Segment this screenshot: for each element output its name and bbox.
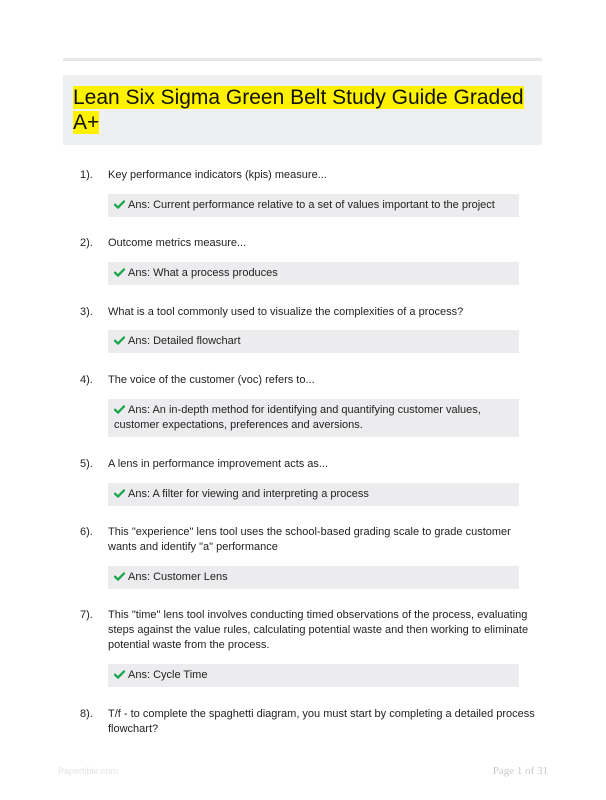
- check-icon: [114, 572, 125, 581]
- question-number: 7).: [80, 609, 93, 621]
- answer-text: Ans: Current performance relative to a set of values important to the project: [128, 199, 495, 211]
- check-icon: [114, 336, 125, 345]
- answer-text: Ans: An in-depth method for identifying and quantifying customer values, customer expectations, preferences and aversions.: [114, 404, 481, 431]
- question-text: A lens in performance improvement acts as...: [108, 458, 329, 470]
- question-number: 4).: [80, 374, 93, 386]
- check-icon: [114, 489, 125, 498]
- question-number: 8).: [80, 708, 93, 720]
- page-title: [73, 85, 533, 135]
- answer-box: [108, 566, 519, 589]
- question-text: Outcome metrics measure...: [108, 237, 247, 249]
- check-icon: [114, 268, 125, 277]
- answer-text: Ans: Customer Lens: [128, 571, 228, 583]
- check-icon: [114, 405, 125, 414]
- title-box: [63, 75, 542, 145]
- top-divider: [63, 58, 542, 61]
- question-number: 5).: [80, 458, 93, 470]
- question-text: The voice of the customer (voc) refers to...: [108, 374, 315, 386]
- check-icon: [114, 670, 125, 679]
- question-text: This "experience" lens tool uses the school-based grading scale to grade customer wants and identify "a" performance: [108, 526, 511, 553]
- question-text: This "time" lens tool involves conducting timed observations of the process, evaluating steps against the value rules, calculating potential waste and then working to eliminate potential waste from the process.: [108, 609, 529, 651]
- check-icon: [114, 200, 125, 209]
- answer-text: Ans: What a process produces: [128, 267, 278, 279]
- question-number: 6).: [80, 526, 93, 538]
- answer-box: [108, 483, 519, 506]
- answer-box: [108, 330, 519, 353]
- question-text: Key performance indicators (kpis) measure...: [108, 169, 327, 181]
- answer-box: [108, 262, 519, 285]
- answer-text: Ans: Cycle Time: [128, 669, 208, 681]
- answer-box: [108, 194, 519, 217]
- footer-watermark: Papertible.com: [58, 766, 119, 776]
- question-number: 1).: [80, 169, 93, 181]
- question-text: What is a tool commonly used to visualize the complexities of a process?: [108, 306, 464, 318]
- question-number: 3).: [80, 306, 93, 318]
- answer-box: [108, 399, 519, 437]
- page-number: Page 1 of 31: [492, 765, 548, 777]
- answer-box: [108, 664, 519, 687]
- question-number: 2).: [80, 237, 93, 249]
- answer-text: Ans: A filter for viewing and interpreting a process: [128, 488, 369, 500]
- answer-text: Ans: Detailed flowchart: [128, 335, 241, 347]
- question-text: T/f - to complete the spaghetti diagram, you must start by completing a detailed process flowchart?: [108, 708, 535, 735]
- page-title-text: Lean Six Sigma Green Belt Study Guide Graded A+: [73, 86, 524, 134]
